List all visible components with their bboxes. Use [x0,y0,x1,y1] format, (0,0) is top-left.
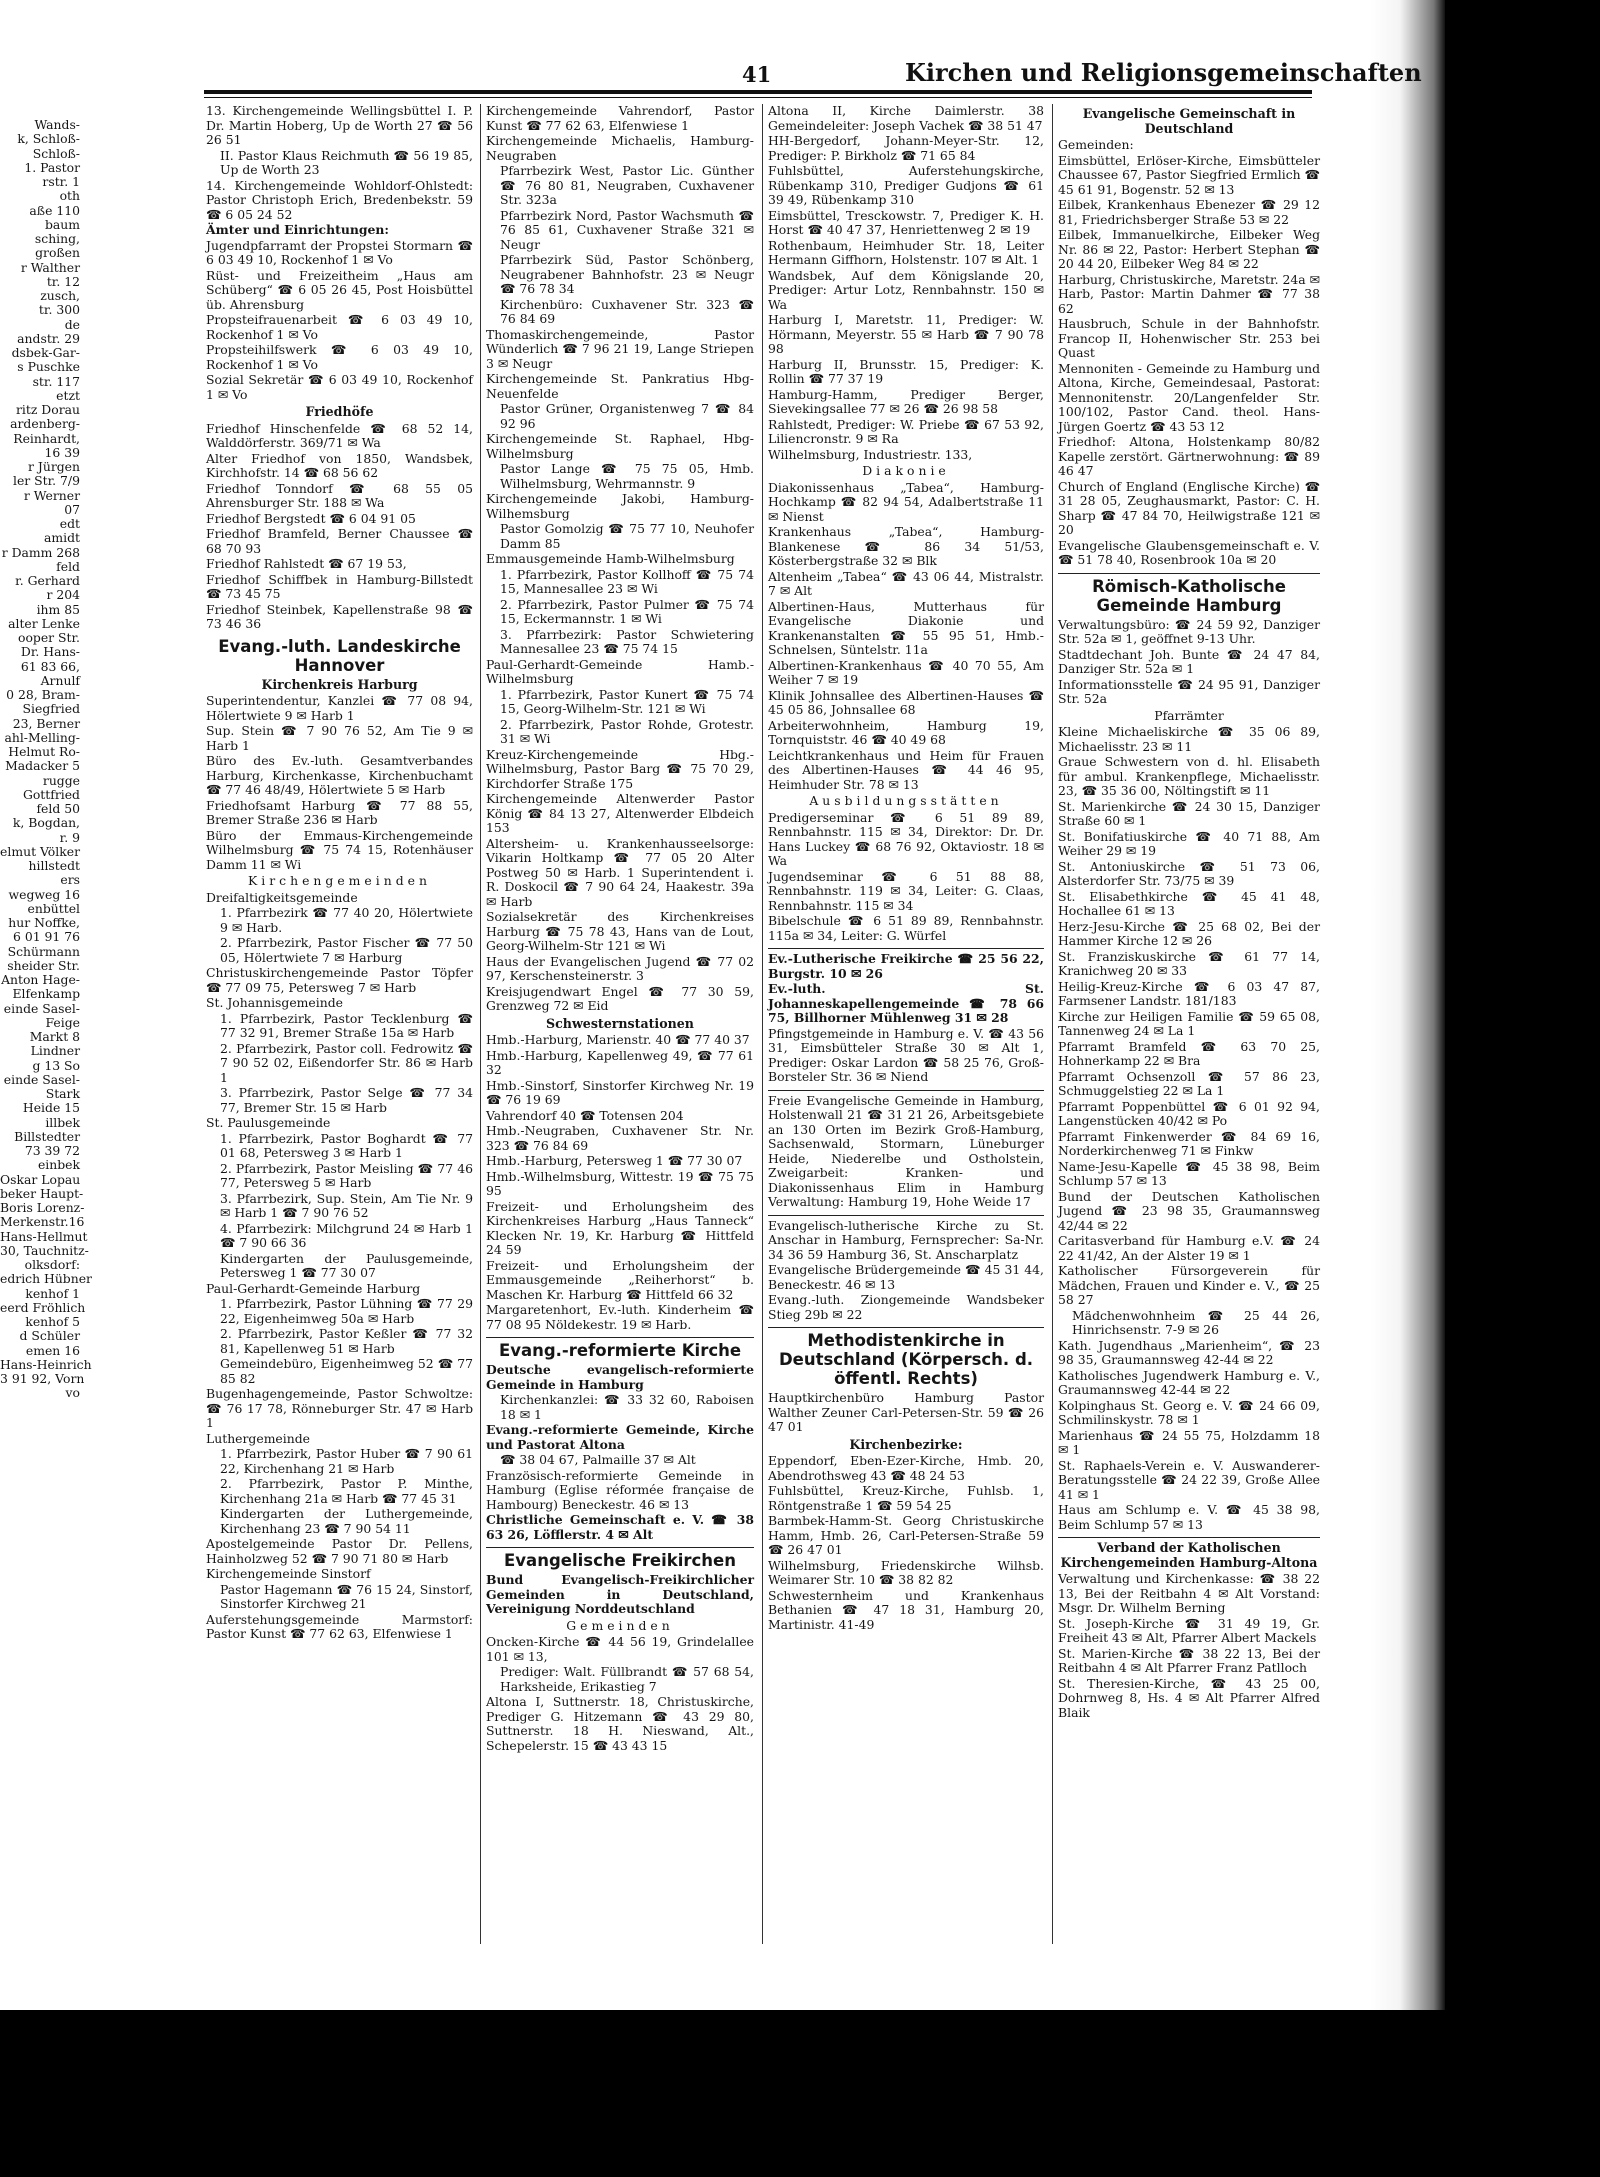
edge-fragment: vo [65,1385,80,1401]
edge-fragment: k, Schloß- [17,131,80,147]
directory-entry: Altersheim- u. Krankenhausseelsorge: Vikarin Holtkamp ☎ 77 05 20 Alter Postweg 50 ✉ Harb. 1 Superintendent i. R. Doskocil ☎ 7 90 64 24, Haakestr. 39a ✉ Harb [486,835,754,909]
edge-fragment: str. 117 [32,373,80,389]
directory-entry: Eimsbüttel, Erlöser-Kirche, Eimsbütteler Chaussee 67, Pastor Siegfried Ermlich ☎ 45 61 91, Bogenstr. 52 ✉ 13 [1058,152,1320,197]
edge-fragment: rugge [42,772,80,788]
directory-entry: Harburg, Christuskirche, Maretstr. 24a ✉ Harb, Pastor: Martin Dahmer ☎ 77 38 62 [1058,271,1320,316]
directory-entry: 13. Kirchengemeinde Wellingsbüttel I. P. Dr. Martin Hoberg, Up de Worth 27 ☎ 56 26 51 [206,103,473,147]
directory-entry: Diakonie [862,463,950,478]
directory-entry: Kirche zur Heiligen Familie ☎ 59 65 08, Tannenweg 24 ✉ La 1 [1058,1008,1320,1038]
directory-entry: Bund der Deutschen Katholischen Jugend ☎ 23 98 35, Graumannsweg 42/44 ✉ 22 [1058,1188,1320,1233]
edge-fragment: beker Haupt- [0,1185,84,1201]
directory-entry: Rüst- und Freizeitheim „Haus am Schüberg“ ☎ 6 05 26 45, Post Hoisbüttel üb. Ahrensburg [206,267,473,312]
directory-entry: 14. Kirchengemeinde Wohldorf-Ohlstedt: Pastor Christoph Erich, Bredenbekstr. 59 ☎ 6 05 24 52 [206,177,473,222]
edge-fragment: Dr. Hans- [20,644,80,660]
directory-entry: Pfarramt Poppenbüttel ☎ 6 01 92 94, Langenstücken 40/42 ✉ Po [1058,1098,1320,1128]
directory-entry: Kath. Jugendhaus „Marienheim“, ☎ 23 98 35, Graumannsweg 42-44 ✉ 22 [1058,1337,1320,1367]
edge-fragment: amidt [43,530,80,546]
edge-fragment: 1. Pastor [24,159,80,175]
directory-entry: Caritasverband für Hamburg e.V. ☎ 24 22 41/42, An der Alster 19 ✉ 1 [1058,1233,1320,1263]
edge-fragment: zusch, [40,288,80,303]
directory-entry: 2. Pfarrbezirk, Pastor Pulmer ☎ 75 74 15, Eckermannstr. 1 ✉ Wi [500,596,754,626]
directory-entry: Church of England (Englische Kirche) ☎ 31 28 05, Zeughausmarkt, Pastor: C. H. Sharp ☎ 47 84 70, Heilwigstraße 121 ✉ 20 [1058,478,1320,537]
directory-entry: Stadtdechant Joh. Bunte ☎ 24 47 84, Danziger Str. 52a ✉ 1 [1058,646,1320,676]
directory-entry: Fuhlsbüttel, Auferstehungskirche, Rübenkamp 310, Prediger Gudjons ☎ 61 39 49, Rübenkamp 310 [768,163,1044,207]
directory-entry: St. Johannisgemeinde [206,995,343,1010]
directory-entry: Deutsche evangelisch-reformierte Gemeinde in Hamburg [486,1362,754,1392]
directory-entry: Barmbek-Hamm-St. Georg Christuskirche Hamm, Hmb. 26, Carl-Petersen-Straße 59 ☎ 26 47 01 [768,1513,1044,1557]
edge-fragment: Feige [45,1014,80,1030]
directory-entry: Hmb.-Harburg, Petersweg 1 ☎ 77 30 07 [486,1153,743,1168]
directory-entry: Sozial Sekretär ☎ 6 03 49 10, Rockenhof 1 ✉ Vo [206,372,473,402]
directory-entry: Informationsstelle ☎ 24 95 91, Danziger Str. 52a [1058,676,1320,706]
edge-fragment: 0 28, Bram- [6,687,80,702]
directory-entry: Büro des Ev.-luth. Gesamtverbandes Harburg, Kirchenkasse, Kirchenbuchamt ☎ 77 46 48/49, Hölertwiete 5 ✉ Harb [206,753,473,797]
directory-entry: 1. Pfarrbezirk, Pastor Huber ☎ 7 90 61 22, Kirchenhang 21 ✉ Harb [220,1446,473,1476]
directory-entry: Hmb.-Harburg, Marienstr. 40 ☎ 77 40 37 [486,1032,750,1047]
directory-entry: St. Marien-Kirche ☎ 38 22 13, Bei der Reitbahn 4 ✉ Alt Pfarrer Franz Patlloch [1058,1645,1320,1675]
edge-fragment: Oskar Lopau [0,1171,81,1187]
page-title: Kirchen und Religionsgemeinschaften [905,58,1422,87]
edge-fragment: ler Str. 7/9 [12,473,80,489]
edge-fragment: 6 01 91 76 [13,929,80,945]
column-2 [486,104,754,1754]
directory-entry: Evangelische Glaubensgemeinschaft e. V. ☎ 51 78 40, Rosenbrook 10a ✉ 20 [1058,537,1320,567]
directory-entry: Verwaltung und Kirchenkasse: ☎ 38 22 13, Bei der Reitbahn 4 ✉ Alt Vorstand: Msgr. Dr. Wilhelm Berning [1058,1571,1320,1615]
directory-entry: Pastor Grüner, Organistenweg 7 ☎ 84 92 96 [500,401,754,431]
directory-entry: Luthergemeinde [206,1430,310,1446]
directory-entry: Predigerseminar ☎ 6 51 89 89, Rennbahnstr. 115 ✉ 34, Direktor: Dr. Dr. Hans Luckey ☎ 68 76 92, Oktaviostr. 18 ✉ Wa [768,809,1044,868]
directory-entry: Rothenbaum, Heimhuder Str. 18, Leiter Hermann Giffhorn, Holstenstr. 107 ✉ Alt. 1 [768,237,1044,267]
directory-entry: Graue Schwestern von d. hl. Elisabeth für ambul. Krankenpflege, Michaelisstr. 23, ☎ 35 36 00, Nöltingstift ✉ 11 [1058,754,1320,798]
directory-entry: 1. Pfarrbezirk, Pastor Kollhoff ☎ 75 74 15, Mannesallee 23 ✉ Wi [500,566,754,596]
directory-entry: Pfarrbezirk West, Pastor Lic. Günther ☎ 76 80 81, Neugraben, Cuxhavener Str. 323a [500,163,754,207]
directory-entry: 1. Pfarrbezirk, Pastor Lühning ☎ 77 29 22, Eigenheimweg 50a ✉ Harb [220,1296,473,1326]
directory-entry: Jugendseminar ☎ 6 51 88 88, Rennbahnstr. 119 ✉ 34, Leiter: G. Claas, Rennbahnstr. 115 ✉ 34 [768,868,1044,913]
directory-entry: Hamburg-Hamm, Prediger Berger, Sievekingsallee 77 ✉ 26 ☎ 26 98 58 [768,386,1044,416]
directory-entry: Französisch-reformierte Gemeinde in Hamburg (Eglise réformée française de Hambourg) Beneckestr. 46 ✉ 13 [486,1467,754,1512]
directory-entry: ☎ 38 04 67, Palmaille 37 ✉ Alt [500,1452,696,1467]
directory-entry: Pfarrämter [1154,707,1224,723]
edge-fragment: ers [60,872,80,888]
directory-entry: Harburg I, Maretstr. 11, Prediger: W. Hörmann, Meyerstr. 55 ✉ Harb ☎ 7 90 78 98 [768,312,1044,356]
edge-fragment: s Puschke [17,359,80,375]
directory-entry: Ev.-luth. St. Johanneskapellengemeinde ☎ 78 66 75, Billhorner Mühlenweg 31 ✉ 28 [768,981,1044,1025]
edge-fragment: kenhof 5 [25,1314,80,1329]
directory-entry: Gemeindebüro, Eigenheimweg 52 ☎ 77 85 82 [220,1356,473,1386]
directory-entry: Pfingstgemeinde in Hamburg e. V. ☎ 43 56 31, Eimsbütteler Straße 30 ✉ Alt 1, Prediger: Oskar Lardon ☎ 58 25 76, Groß-Borsteler Str. 36 ✉ Niend [768,1025,1044,1084]
edge-fragment: r Jürgen [28,459,80,474]
edge-fragment: Hans-Hellmut [0,1228,88,1244]
edge-fragment: Anton Hage- [1,972,80,987]
edge-fragment: sheider Str. [7,957,80,973]
directory-entry: Friedhof Schiffbek in Hamburg-Billstedt ☎ 73 45 75 [206,571,473,601]
directory-entry: Hmb.-Wilhelmsburg, Wittestr. 19 ☎ 75 75 95 [486,1168,754,1198]
column-4 [1058,104,1320,1721]
directory-entry: Christuskirchengemeinde Pastor Töpfer ☎ 77 09 75, Petersweg 7 ✉ Harb [206,965,473,995]
edge-fragment: Merkenstr.16 [0,1214,85,1230]
directory-entry: Christliche Gemeinschaft e. V. ☎ 38 63 26, Löfflerstr. 4 ✉ Alt [486,1512,754,1542]
edge-fragment: tr. 12 [46,273,80,289]
column-divider [480,104,481,1944]
edge-fragment: Billstedter [14,1128,80,1144]
directory-entry: Herz-Jesu-Kirche ☎ 25 68 02, Bei der Hammer Kirche 12 ✉ 26 [1058,918,1320,948]
directory-entry: 1. Pfarrbezirk, Pastor Tecklenburg ☎ 77 32 91, Bremer Straße 15a ✉ Harb [220,1010,473,1040]
directory-entry: Propsteifrauenarbeit ☎ 6 03 49 10, Rockenhof 1 ✉ Vo [206,312,473,342]
edge-fragment: baum [44,216,80,232]
edge-fragment: einbek [37,1157,80,1173]
directory-entry: Friedhofsamt Harburg ☎ 77 88 55, Bremer Straße 236 ✉ Harb [206,797,473,827]
edge-fragment: dsbek-Gar- [11,345,80,360]
directory-entry: St. Bonifatiuskirche ☎ 40 71 88, Am Weiher 29 ✉ 19 [1058,828,1320,858]
edge-fragment: Stark [45,1086,80,1101]
edge-fragment: Reinhardt, [13,430,80,446]
directory-entry: Kirchenbüro: Cuxhavener Str. 323 ☎ 76 84 69 [500,296,754,326]
column-divider [762,104,763,1944]
directory-entry: Eilbek, Krankenhaus Ebenezer ☎ 29 12 81, Friedrichsberger Straße 53 ✉ 22 [1058,197,1320,227]
directory-entry: Freizeit- und Erholungsheim des Kirchenkreises Harburg „Haus Tanneck“ Klecken Nr. 19, Kr. Harburg ☎ Hittfeld 24 59 [486,1198,754,1257]
edge-fragment: Heide 15 [22,1100,80,1116]
edge-fragment: Boris Lorenz- [0,1200,85,1215]
directory-entry: Prediger: Walt. Füllbrandt ☎ 57 68 54, Harksheide, Erikastieg 7 [500,1664,754,1694]
edge-fragment: andstr. 29 [17,330,80,346]
edge-fragment: Markt 8 [29,1029,80,1044]
directory-entry: 2. Pfarrbezirk, Pastor Fischer ☎ 77 50 05, Hölertwiete 7 ✉ Harburg [220,935,473,965]
edge-fragment: enbüttel [27,900,80,916]
directory-entry: Rahlstedt, Prediger: W. Priebe ☎ 67 53 92, Liliencronstr. 9 ✉ Ra [768,416,1044,446]
edge-fragment: 07 [64,501,80,517]
edge-fragment: Siegfried [22,701,80,717]
edge-fragment: r Damm 268 [1,544,80,560]
edge-fragment: eerd Fröhlich [0,1299,86,1315]
edge-fragment: emen 16 [25,1342,80,1358]
directory-entry: Bugenhagengemeinde, Pastor Schwoltze: ☎ 76 17 78, Rönneburger Str. 47 ✉ Harb 1 [206,1386,473,1430]
directory-entry: Krankenhaus „Tabea“, Hamburg-Blankenese ☎ 86 34 51/53, Kösterbergstraße 32 ✉ Blk [768,524,1044,568]
directory-entry: 3. Pfarrbezirk: Pastor Schwietering Mannesallee 23 ☎ 75 74 15 [500,626,754,656]
edge-fragment: g 13 So [32,1057,80,1073]
subsection-heading: Verband der Katholischen Kirchengemeinden Hamburg-Altona [1058,1537,1320,1570]
directory-entry: Arbeiterwohnheim, Hamburg 19, Tornquiststr. 46 ☎ 40 49 68 [768,717,1044,747]
directory-entry: Kirchenkanzlei: ☎ 33 32 60, Raboisen 18 ✉ 1 [500,1392,754,1422]
directory-entry: Kirchengemeinden [248,873,431,888]
directory-entry: Fuhlsbüttel, Kreuz-Kirche, Fuhlsb. 1, Röntgenstraße 1 ☎ 59 54 25 [768,1483,1044,1513]
directory-entry: Altona I, Suttnerstr. 18, Christuskirche, Prediger G. Hitzemann ☎ 43 29 80, Suttnerstr. 18 H. Nieswand, Alt., Schepelerstr. 15 ☎ 43 43 15 [486,1694,754,1753]
edge-fragment: hillstedt [28,858,80,873]
edge-fragment: 73 39 72 [24,1143,80,1158]
directory-entry: Evang.-luth. Ziongemeinde Wandsbeker Stieg 29b ✉ 22 [768,1292,1044,1322]
directory-entry: Eilbek, Immanuelkirche, Eilbeker Weg Nr. 86 ✉ 22, Pastor: Herbert Stephan ☎ 20 44 20, Eilbeker Weg 84 ✉ 22 [1058,227,1320,271]
section-heading: Evang.-luth. Landeskirche Hannover [218,636,461,675]
directory-entry: Altenheim „Tabea“ ☎ 43 06 44, Mistralstr. 7 ✉ Alt [768,568,1044,598]
edge-fragment: Schloß- [32,145,80,161]
directory-entry: 4. Pfarrbezirk: Milchgrund 24 ✉ Harb 1 ☎ 7 90 66 36 [220,1220,473,1250]
edge-fragment: 30, Tauchnitz- [0,1242,89,1258]
edge-fragment: rstr. 1 [42,174,80,189]
directory-entry: Harburg II, Brunsstr. 15, Prediger: K. Rollin ☎ 77 37 19 [768,356,1044,386]
directory-entry: Vahrendorf 40 ☎ Totensen 204 [486,1107,684,1123]
edge-fragment: Wands- [34,117,80,132]
edge-fragment: r Walther [20,259,80,275]
edge-fragment: oth [59,188,80,204]
directory-entry: Hmb.-Neugraben, Cuxhavener Str. Nr. 323 ☎ 76 84 69 [486,1123,754,1153]
directory-entry: Friedhof Bramfeld, Berner Chaussee ☎ 68 70 93 [206,526,473,556]
directory-entry: St. Elisabethkirche ☎ 45 41 48, Hochallee 61 ✉ 13 [1058,888,1320,918]
directory-entry: 3. Pfarrbezirk, Pastor Selge ☎ 77 34 77, Bremer Str. 15 ✉ Harb [220,1085,473,1115]
directory-entry: Wilhelmsburg, Industriestr. 133, [768,446,973,462]
directory-entry: Kirchengemeinde Michaelis, Hamburg-Neugraben [486,133,754,163]
directory-entry: Hmb.-Harburg, Kapellenweg 49, ☎ 77 61 32 [486,1047,754,1077]
directory-entry: 2. Pfarrbezirk, Pastor Meisling ☎ 77 46 77, Petersweg 5 ✉ Harb [220,1160,473,1190]
directory-entry: Kreuz-Kirchengemeinde Hbg.-Wilhelmsburg, Pastor Barg ☎ 75 70 29, Kirchdorfer Straße 175 [486,746,754,791]
header-rule-thin [204,97,1312,98]
column-divider [1052,104,1053,1944]
directory-entry: Paul-Gerhardt-Gemeinde Harburg [206,1280,421,1296]
edge-fragment: edrich Hübner [0,1271,92,1287]
directory-entry: 2. Pfarrbezirk, Pastor Keßler ☎ 77 32 81, Kapellenweg 51 ✉ Harb [220,1326,473,1356]
directory-entry: Pfarramt Finkenwerder ☎ 84 69 16, Norderkirchenweg 71 ✉ Finkw [1058,1128,1320,1158]
edge-fragment: 23, Berner [12,715,80,731]
directory-entry: Ämter und Einrichtungen: [206,222,389,237]
directory-entry: Wandsbek, Auf dem Königslande 20, Prediger: Artur Lotz, Rennbahnstr. 150 ✉ Wa [768,267,1044,312]
subsection-heading: Evangelische Gemeinschaft in Deutschland [1082,106,1296,136]
directory-entry: Freizeit- und Erholungsheim der Emmausgemeinde „Reiherhorst“ b. Maschen Kr. Harburg ☎ Hittfeld 66 32 [486,1257,754,1302]
edge-fragment: einde Sasel- [3,1000,80,1016]
directory-entry: Evang.-reformierte Gemeinde, Kirche und Pastorat Altona [486,1422,754,1452]
directory-entry: Albertinen-Krankenhaus ☎ 40 70 55, Am Weiher 7 ✉ 19 [768,657,1044,687]
directory-entry: II. Pastor Klaus Reichmuth ☎ 56 19 85, Up de Worth 23 [220,147,473,177]
directory-entry: Bund Evangelisch-Freikirchlicher Gemeinden in Deutschland, Vereinigung Norddeutschland [486,1572,754,1616]
edge-fragment: hur Noffke, [8,915,80,930]
directory-entry: St. Franziskuskirche ☎ 61 77 14, Kranichweg 20 ✉ 33 [1058,948,1320,978]
page-binding-shadow [1370,0,1445,2010]
edge-fragment: alter Lenke [8,615,80,631]
directory-entry: Evangelisch-lutherische Kirche zu St. Anschar in Hamburg, Fernsprecher: Sa-Nr. 34 36 59 Hamburg 36, St. Anscharplatz [768,1215,1044,1263]
edge-fragment: ooper Str. [17,630,80,645]
directory-entry: Diakonissenhaus „Tabea“, Hamburg-Hochkamp ☎ 82 94 54, Adalbertstraße 11 ✉ Nienst [768,479,1044,524]
directory-entry: Pfarrbezirk Süd, Pastor Schönberg, Neugrabener Bahnhofstr. 23 ✉ Neugr ☎ 76 78 34 [500,252,754,296]
directory-entry: Wilhelmsburg, Friedenskirche Wilhsb. Weimarer Str. 10 ☎ 38 82 82 [768,1557,1044,1587]
edge-fragment: d Schüler [19,1328,80,1344]
directory-entry: 3. Pfarrbezirk, Sup. Stein, Am Tie Nr. 9 ✉ Harb 1 ☎ 7 90 76 52 [220,1190,473,1220]
section-heading: Römisch-Katholische Gemeinde Hamburg [1058,573,1320,615]
header-rule [204,90,1312,94]
directory-entry: Hausbruch, Schule in der Bahnhofstr. Francop II, Hohenwischer Str. 253 bei Quast [1058,316,1320,360]
directory-entry: Margaretenhort, Ev.-luth. Kinderheim ☎ 77 08 95 Nöldekestr. 19 ✉ Harb. [486,1302,754,1332]
directory-entry: Haus der Evangelischen Jugend ☎ 77 02 97, Kerschensteinerstr. 3 [486,953,754,983]
directory-entry: Alter Friedhof von 1850, Wandsbek, Kirchhofstr. 14 ☎ 68 56 62 [206,450,473,480]
directory-entry: Superintendentur, Kanzlei ☎ 77 08 94, Hölertwiete 9 ✉ Harb 1 [206,693,473,723]
page-number: 41 [742,62,772,87]
directory-entry: Kreisjugendwart Engel ☎ 77 30 59, Grenzweg 72 ✉ Eid [486,983,754,1013]
directory-entry: Name-Jesu-Kapelle ☎ 45 38 98, Beim Schlump 57 ✉ 13 [1058,1158,1320,1188]
previous-page-edge-text [0,117,92,1401]
directory-entry: Kirchengemeinde St. Pankratius Hbg-Neuenfelde [486,371,754,401]
directory-entry: Emmausgemeinde Hamb-Wilhelmsburg [486,551,735,566]
directory-entry: Verwaltungsbüro: ☎ 24 59 92, Danziger Str. 52a ✉ 1, geöffnet 9-13 Uhr. [1058,616,1320,646]
directory-entry: Kleine Michaeliskirche ☎ 35 06 89, Michaelisstr. 23 ✉ 11 [1058,724,1320,754]
directory-entry: 1. Pfarrbezirk ☎ 77 40 20, Hölertwiete 9 ✉ Harb. [220,905,473,935]
edge-fragment: 16 39 [44,444,80,460]
directory-entry: Klinik Johnsallee des Albertinen-Hauses ☎ 45 05 86, Johnsallee 68 [768,687,1044,717]
directory-entry: 2. Pfarrbezirk, Pastor P. Minthe, Kirchenhang 21a ✉ Harb ☎ 77 45 31 [220,1476,473,1506]
directory-entry: 2. Pfarrbezirk, Pastor coll. Fedrowitz ☎ 7 90 52 02, Eißendorfer Str. 86 ✉ Harb 1 [220,1040,473,1085]
directory-entry: Friedhof Rahlstedt ☎ 67 19 53, [206,556,407,571]
directory-entry: Kindergarten der Luthergemeinde, Kirchenhang 23 ☎ 7 90 54 11 [220,1506,473,1536]
directory-entry: Kirchengemeinde Vahrendorf, Pastor Kunst ☎ 77 62 63, Elfenwiese 1 [486,103,754,133]
directory-entry: Ev.-Lutherische Freikirche ☎ 25 56 22, Burgstr. 10 ✉ 26 [768,948,1044,981]
section-heading: Evangelische Freikirchen [486,1547,754,1570]
scan-border-right [1445,0,1600,2177]
edge-fragment: tr. 300 [38,302,80,318]
directory-entry: Pastor Lange ☎ 75 75 05, Hmb. Wilhelmsburg, Wehrmannstr. 9 [500,461,754,491]
directory-entry: Friedhof Hinschenfelde ☎ 68 52 14, Walddörferstr. 369/71 ✉ Wa [206,420,473,450]
column-1 [206,104,473,1643]
edge-fragment: etzt [56,387,80,403]
directory-entry: St. Raphaels-Verein e. V. Auswanderer-Beratungsstelle ☎ 24 22 39, Große Allee 41 ✉ 1 [1058,1457,1320,1502]
edge-fragment: Schürmann [7,943,80,959]
directory-entry: Sup. Stein ☎ 7 90 76 52, Am Tie 9 ✉ Harb 1 [206,723,473,753]
directory-entry: Sozialsekretär des Kirchenkreises Harburg ☎ 75 78 43, Hans van de Lout, Georg-Wilhelm-Str 121 ✉ Wi [486,909,754,953]
edge-fragment: illbek [45,1114,80,1130]
directory-entry: Kirchengemeinde Jakobi, Hamburg-Wilhemsburg [486,491,754,521]
edge-fragment: ihm 85 [36,601,80,617]
directory-entry: Kolpinghaus St. Georg e. V. ☎ 24 66 09, Schmilinskystr. 78 ✉ 1 [1058,1397,1320,1427]
directory-entry: Friedhof: Altona, Holstenkamp 80/82 Kapelle zerstört. Gärtnerwohnung: ☎ 89 46 47 [1058,434,1320,478]
directory-entry: St. Paulusgemeinde [206,1115,331,1130]
directory-entry: Marienhaus ☎ 24 55 75, Holzdamm 18 ✉ 1 [1058,1427,1320,1457]
scan-border-bottom [0,2010,1445,2177]
edge-fragment: 61 83 66, [20,658,80,674]
directory-entry: Kirchengemeinde Altenwerder Pastor König ☎ 84 13 27, Altenwerder Elbdeich 153 [486,791,754,835]
directory-entry: Hauptkirchenbüro Hamburg Pastor Walther Zeuner Carl-Petersen-Str. 59 ☎ 26 47 01 [768,1390,1044,1434]
directory-entry: Friedhof Tonndorf ☎ 68 55 05 Ahrensburger Str. 188 ✉ Wa [206,480,473,510]
edge-fragment: Hans-Heinrich [0,1356,92,1372]
directory-entry: 1. Pfarrbezirk, Pastor Boghardt ☎ 77 01 68, Petersweg 3 ✉ Harb 1 [220,1130,473,1160]
edge-fragment: Lindner [30,1043,80,1059]
directory-entry: Pfarramt Ochsenzoll ☎ 57 86 23, Schmuggelstieg 22 ✉ La 1 [1058,1068,1320,1098]
edge-fragment: Gottfried [22,786,80,802]
section-heading: Methodistenkirche in Deutschland (Körpersch. d. öffentl. Rechts) [768,1327,1044,1388]
directory-entry: Albertinen-Haus, Mutterhaus für Evangelische Diakonie und Krankenanstalten ☎ 55 95 51, Hmb.-Schnelsen, Süntelstr. 11a [768,598,1044,657]
directory-entry: HH-Bergedorf, Johann-Meyer-Str. 12, Prediger: P. Birkholz ☎ 71 65 84 [768,133,1044,163]
directory-entry: Kirchengemeinde St. Raphael, Hbg-Wilhelmsburg [486,431,754,461]
directory-entry: Apostelgemeinde Pastor Dr. Pellens, Hainholzweg 52 ☎ 7 90 71 80 ✉ Harb [206,1536,473,1566]
edge-fragment: r. 9 [59,829,80,845]
directory-entry: 2. Pfarrbezirk, Pastor Rohde, Grotestr. 31 ✉ Wi [500,716,754,746]
directory-entry: Mädchenwohnheim ☎ 25 44 26, Hinrichsenstr. 7-9 ✉ 26 [1072,1307,1320,1337]
directory-entry: Leichtkrankenhaus und Heim für Frauen des Albertinen-Hauses ☎ 44 46 95, Heimhuder Str. 78 ✉ 13 [768,747,1044,792]
directory-entry: Freie Evangelische Gemeinde in Hamburg, Holstenwall 21 ☎ 31 21 26, Arbeitsgebiete an 130 Orten im Bezirk Groß-Hamburg, Sachsenwald, Stormarn, Lüneburger Heide, Niederelbe und Ostholstein, Zweigarbeit: Kranken- und Diakonissenhaus Elim in Hamburg Verwaltung: Hamburg 19, Hohe Weide 17 [768,1090,1044,1210]
directory-entry: Dreifaltigkeitsgemeinde [206,889,358,905]
directory-entry: Heilig-Kreuz-Kirche ☎ 6 03 47 87, Farmsener Landstr. 181/183 [1058,978,1320,1008]
column-3 [768,104,1044,1633]
edge-fragment: r Werner [23,487,80,503]
edge-fragment: aße 110 [29,202,80,218]
edge-fragment: olksdorf: [24,1257,80,1272]
edge-fragment: großen [35,245,80,261]
edge-fragment: r. Gerhard [15,573,80,588]
edge-fragment: ahl-Melling- [4,729,80,745]
directory-entry: Ausbildungsstätten [809,793,1003,808]
subsection-heading: Friedhöfe [305,404,374,419]
directory-entry: Pfarramt Bramfeld ☎ 63 70 25, Hohnerkamp 22 ✉ Bra [1058,1038,1320,1068]
directory-entry: Pastor Gomolzig ☎ 75 77 10, Neuhofer Damm 85 [500,521,754,551]
directory-entry: 1. Pfarrbezirk, Pastor Kunert ☎ 75 74 15, Georg-Wilhelm-Str. 121 ✉ Wi [500,686,754,716]
directory-entry: Kirchengemeinde Sinstorf [206,1566,371,1581]
directory-entry: Propsteihilfswerk ☎ 6 03 49 10, Rockenhof 1 ✉ Vo [206,342,473,372]
directory-entry: Katholisches Jugendwerk Hamburg e. V., Graumannsweg 42-44 ✉ 22 [1058,1367,1320,1397]
edge-fragment: kenhof 1 [25,1285,80,1301]
subsection-heading: Kirchenbezirke: [849,1436,963,1452]
directory-entry: St. Joseph-Kirche ☎ 31 49 19, Gr. Freiheit 43 ✉ Alt, Pfarrer Albert Mackels [1058,1615,1320,1645]
directory-entry: St. Marienkirche ☎ 24 30 15, Danziger Straße 60 ✉ 1 [1058,798,1320,828]
directory-entry: Bibelschule ☎ 6 51 89 89, Rennbahnstr. 115a ✉ 34, Leiter: G. Würfel [768,913,1044,943]
directory-entry: Auferstehungsgemeinde Marmstorf: Pastor Kunst ☎ 77 62 63, Elfenwiese 1 [206,1611,473,1641]
edge-fragment: elmut Völker [0,843,80,859]
directory-entry: Kindergarten der Paulusgemeinde, Petersweg 1 ☎ 77 30 07 [220,1250,473,1280]
directory-entry: Pastor Hagemann ☎ 76 15 24, Sinstorf, Sinstorfer Kirchweg 21 [220,1581,473,1611]
directory-entry: St. Theresien-Kirche, ☎ 43 25 00, Dohrnweg 8, Hs. 4 ✉ Alt Pfarrer Alfred Blaik [1058,1675,1320,1720]
directory-entry: Eimsbüttel, Tresckowstr. 7, Prediger K. H. Horst ☎ 40 47 37, Henriettenweg 2 ✉ 19 [768,207,1044,237]
directory-entry: Jugendpfarramt der Propstei Stormarn ☎ 6 03 49 10, Rockenhof 1 ✉ Vo [206,237,473,267]
directory-entry: Evangelische Brüdergemeinde ☎ 45 31 44, Beneckestr. 46 ✉ 13 [768,1262,1044,1292]
edge-fragment: Helmut Ro- [8,744,80,759]
edge-fragment: einde Sasel- [3,1071,80,1087]
edge-fragment: feld 50 [36,801,80,816]
directory-entry: Gemeinden [566,1617,674,1633]
directory-entry: Hmb.-Sinstorf, Sinstorfer Kirchweg Nr. 19 ☎ 76 19 69 [486,1077,754,1107]
edge-fragment: feld [56,558,80,574]
edge-fragment: ardenberg- [10,416,80,432]
edge-fragment: Arnulf [40,672,80,688]
edge-fragment: wegweg 16 [8,886,80,902]
directory-entry: Mennoniten - Gemeinde zu Hamburg und Altona, Kirche, Gemeindesaal, Pastorat: Mennonitenstr. 20/Langenfelder Str. 100/102, Pastor Cand. theol. Hans-Jürgen Goertz ☎ 43 53 12 [1058,360,1320,434]
section-heading: Evang.-reformierte Kirche [486,1337,754,1360]
directory-entry: Katholischer Fürsorgeverein für Mädchen, Frauen und Kinder e. V., ☎ 25 58 27 [1058,1263,1320,1307]
edge-fragment: k, Bogdan, [12,815,80,831]
directory-entry: St. Antoniuskirche ☎ 51 73 06, Alsterdorfer Str. 73/75 ✉ 39 [1058,858,1320,888]
directory-entry: Büro der Emmaus-Kirchengemeinde Wilhelmsburg ☎ 75 74 15, Rotenhäuser Damm 11 ✉ Wi [206,827,473,872]
directory-entry: Gemeinden: [1058,137,1134,152]
directory-entry: Oncken-Kirche ☎ 44 56 19, Grindelallee 101 ✉ 13, [486,1634,754,1664]
directory-entry: Altona II, Kirche Daimlerstr. 38 Gemeindeleiter: Joseph Vachek ☎ 38 51 47 [768,103,1044,133]
edge-fragment: ritz Dorau [15,402,80,417]
edge-fragment: de [64,316,80,332]
edge-fragment: edt [59,516,80,531]
directory-entry: Eppendorf, Eben-Ezer-Kirche, Hmb. 20, Abendrothsweg 43 ☎ 48 24 53 [768,1453,1044,1483]
edge-fragment: Elfenkamp [12,986,80,1002]
subsection-heading: Kirchenkreis Harburg [261,676,418,692]
directory-entry: Haus am Schlump e. V. ☎ 45 38 98, Beim Schlump 57 ✉ 13 [1058,1502,1320,1532]
directory-entry: Thomaskirchengemeinde, Pastor Wünderlich ☎ 7 96 21 19, Lange Striepen 3 ✉ Neugr [486,326,754,371]
subsection-heading: Schwesternstationen [546,1015,694,1031]
directory-entry: Pfarrbezirk Nord, Pastor Wachsmuth ☎ 76 85 61, Cuxhavener Straße 321 ✉ Neugr [500,207,754,252]
directory-entry: Paul-Gerhardt-Gemeinde Hamb.-Wilhelmsburg [486,656,754,686]
edge-fragment: Madacker 5 [5,758,80,774]
edge-fragment: sching, [34,231,80,246]
edge-fragment: r 204 [46,587,80,603]
directory-entry: Schwesternheim und Krankenhaus Bethanien ☎ 47 18 31, Hamburg 20, Martinistr. 41-49 [768,1587,1044,1632]
edge-fragment: 3 91 92, Vorn [0,1371,85,1386]
directory-entry: Friedhof Bergstedt ☎ 6 04 91 05 [206,510,416,526]
directory-entry: Friedhof Steinbek, Kapellenstraße 98 ☎ 73 46 36 [206,601,473,631]
